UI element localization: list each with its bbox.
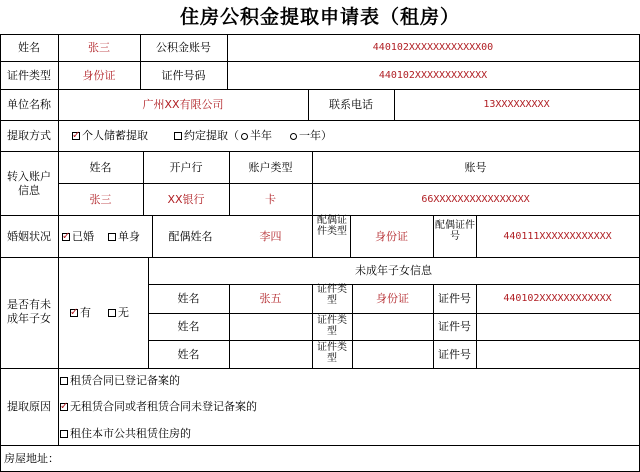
value-name[interactable]: 张三 <box>88 41 110 54</box>
option-single[interactable]: 单身 <box>108 230 140 243</box>
value-fund-account[interactable]: 440102XXXXXXXXXXXX00 <box>372 42 494 53</box>
header-account-type: 账户类型 <box>248 161 293 174</box>
header-bank: 开户行 <box>169 161 203 174</box>
value-id-number[interactable]: 440102XXXXXXXXXXXX <box>378 70 488 81</box>
value-spouse-id-number[interactable]: 440111XXXXXXXXXXXX <box>503 231 612 242</box>
value-child-id-number[interactable]: 440102XXXXXXXXXXXX <box>503 293 612 304</box>
option-married[interactable]: ✓ 已婚 <box>62 230 94 243</box>
option-reason-registered[interactable]: 租赁合同已登记备案的 <box>60 374 180 387</box>
value-spouse-id-type[interactable]: 身份证 <box>375 230 408 243</box>
label-child-name: 姓名 <box>177 348 200 361</box>
label-child-id-number: 证件号 <box>438 320 471 333</box>
label-child-name: 姓名 <box>177 320 200 333</box>
label-id-type: 证件类型 <box>7 69 51 82</box>
label-child-id-type: 证件类型 <box>317 342 347 364</box>
option-reason-public-housing[interactable]: 租住本市公共租赁住房的 <box>60 427 191 440</box>
label-fund-account: 公积金账号 <box>156 41 211 54</box>
label-employer: 单位名称 <box>7 98 51 111</box>
label-child-name: 姓名 <box>177 292 200 305</box>
label-name: 姓名 <box>18 41 40 54</box>
value-account-number[interactable]: 66XXXXXXXXXXXXXXXX <box>421 194 530 205</box>
value-bank[interactable]: XX银行 <box>167 193 205 206</box>
label-address: 房屋地址： <box>4 452 59 465</box>
option-children-no[interactable]: 无 <box>108 306 129 319</box>
checkbox-icon[interactable] <box>108 309 116 317</box>
radio-icon[interactable] <box>241 133 248 140</box>
label-spouse-id-number: 配偶证件号 <box>435 220 475 242</box>
value-child-id-type[interactable]: 身份证 <box>376 292 409 305</box>
checkbox-checked-icon[interactable] <box>72 132 80 140</box>
checkbox-checked-icon[interactable] <box>70 309 78 317</box>
option-children-yes[interactable]: ✓ 有 <box>70 306 91 319</box>
label-spouse-name: 配偶姓名 <box>168 230 213 243</box>
option-reason-unregistered[interactable]: ✓无租赁合同或者租赁合同未登记备案的 <box>60 400 257 413</box>
label-phone: 联系电话 <box>329 98 373 111</box>
checkbox-icon[interactable] <box>108 233 116 241</box>
checkbox-icon[interactable] <box>174 132 182 140</box>
value-spouse-name[interactable]: 李四 <box>259 230 282 243</box>
label-spouse-id-type: 配偶证件类型 <box>317 215 347 237</box>
radio-icon[interactable] <box>290 133 297 140</box>
checkbox-icon[interactable] <box>60 430 68 438</box>
label-id-number: 证件号码 <box>161 69 206 82</box>
label-transfer-account: 转入账户信息 <box>7 170 51 197</box>
label-child-id-number: 证件号 <box>438 348 471 361</box>
checkbox-checked-icon[interactable] <box>60 403 68 411</box>
option-personal-savings[interactable]: ✓ 个人储蓄提取 <box>72 129 148 142</box>
option-half-year[interactable]: 半年 <box>241 129 272 142</box>
option-one-year[interactable]: 一年） <box>290 129 332 142</box>
form-title: 住房公积金提取申请表（租房） <box>179 6 460 28</box>
label-withdraw-method: 提取方式 <box>7 129 51 142</box>
option-agreed-withdraw[interactable]: 约定提取（ <box>174 129 239 142</box>
header-children-info: 未成年子女信息 <box>355 264 432 277</box>
value-employer[interactable]: 广州XX有限公司 <box>142 98 224 111</box>
checkbox-checked-icon[interactable] <box>62 233 70 241</box>
value-phone[interactable]: 13XXXXXXXXX <box>483 99 550 110</box>
header-account-number: 账号 <box>464 161 487 174</box>
value-account-type[interactable]: 卡 <box>265 193 276 206</box>
label-child-id-type: 证件类型 <box>317 284 347 306</box>
label-child-id-number: 证件号 <box>438 292 471 305</box>
value-account-name[interactable]: 张三 <box>89 193 112 206</box>
value-child-name[interactable]: 张五 <box>259 292 282 305</box>
header-account-name: 姓名 <box>89 161 112 174</box>
value-id-type[interactable]: 身份证 <box>82 69 116 82</box>
checkbox-icon[interactable] <box>60 377 68 385</box>
label-reason: 提取原因 <box>7 400 51 413</box>
label-child-id-type: 证件类型 <box>317 315 347 337</box>
label-marital-status: 婚姻状况 <box>7 230 51 243</box>
label-has-children: 是否有未成年子女 <box>7 298 51 325</box>
